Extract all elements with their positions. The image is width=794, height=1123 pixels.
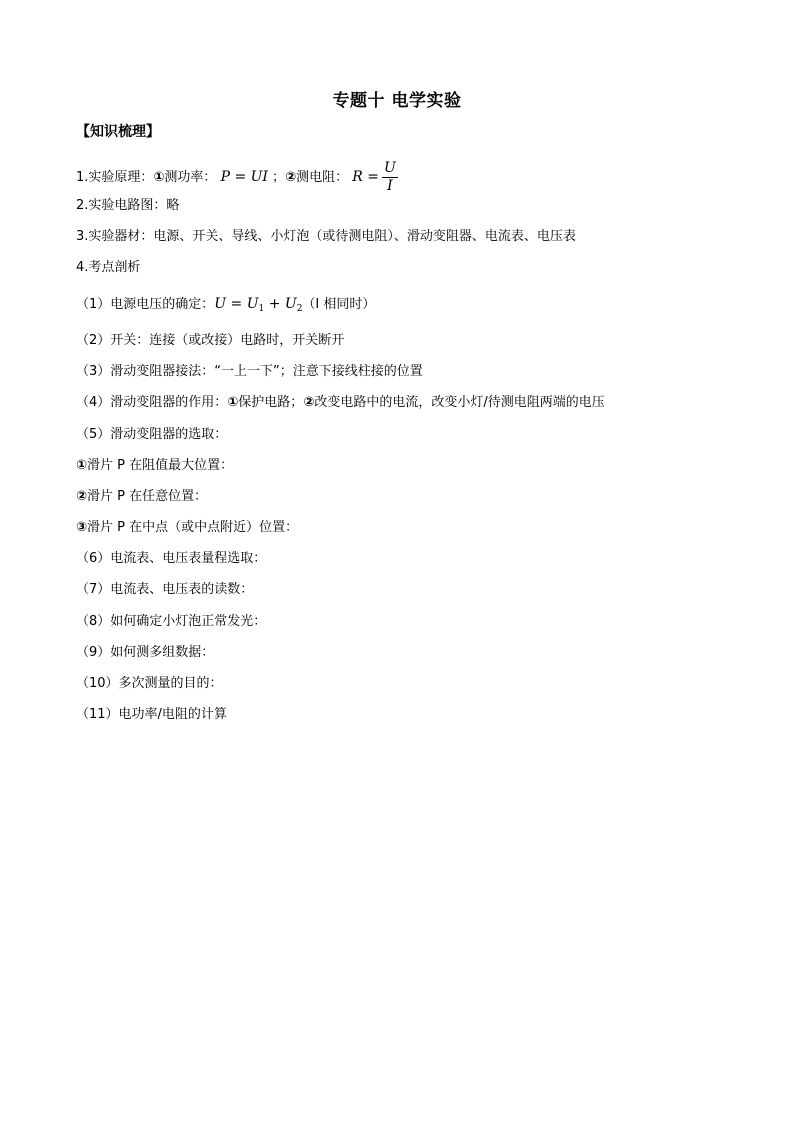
voltage-formula-plus: + U — [264, 296, 297, 312]
sub-item-meter-range: （6）电流表、电压表量程选取： — [76, 551, 267, 566]
choice-max-position — [76, 457, 233, 475]
choice-any-position — [76, 488, 207, 506]
section-heading: 【知识梳理】 — [76, 124, 160, 140]
page-title: 专题十 电学实验 — [332, 91, 462, 111]
choice-text: 滑片 P 在阻值最大位置： — [87, 458, 234, 473]
sub-item-prefix: （4）滑动变阻器的作用： — [76, 395, 228, 410]
subscript-2: 2 — [296, 304, 303, 314]
sub-item-normal-glow: （8）如何确定小灯泡正常发光： — [76, 614, 267, 629]
subscript-1: 1 — [258, 304, 265, 314]
circled-number-3: ③ — [76, 520, 88, 535]
item-experiment-principle — [76, 160, 398, 195]
choice-text: 滑片 P 在任意位置： — [87, 489, 208, 504]
item-equipment: 3.实验器材：电源、开关、导线、小灯泡（或待测电阻）、滑动变阻器、电流表、电压表 — [76, 229, 576, 244]
function-part-2: 改变电路中的电流，改变小灯/待测电阻两端的电压 — [314, 395, 605, 410]
sub-item-measurement-purpose: （10）多次测量的目的： — [76, 676, 223, 691]
power-formula: P = UI — [220, 169, 268, 185]
sub-item-supply-voltage — [76, 295, 375, 318]
circled-number-1: ① — [153, 170, 165, 185]
function-part-1: 保护电路； — [238, 395, 304, 410]
sub-item-multiple-data: （9）如何测多组数据： — [76, 645, 215, 660]
power-label: 测功率： — [164, 170, 217, 185]
circled-number-1: ① — [227, 395, 239, 410]
item-key-points: 4.考点剖析 — [76, 260, 141, 275]
sub-item-suffix: （I 相同时） — [302, 297, 376, 312]
choice-text: 滑片 P 在中点（或中点附近）位置： — [87, 520, 299, 535]
sub-item-meter-reading: （7）电流表、电压表的读数： — [76, 582, 254, 597]
sub-item-rheostat-selection: （5）滑动变阻器的选取： — [76, 427, 228, 442]
item-circuit-diagram: 2.实验电路图：略 — [76, 198, 180, 213]
fraction-denominator: I — [387, 178, 393, 194]
sub-item-calculation: （11）电功率/电阻的计算 — [76, 707, 227, 722]
voltage-formula — [214, 296, 302, 312]
sub-item-rheostat-function — [76, 394, 605, 412]
circled-number-2: ② — [285, 170, 297, 185]
circled-number-2: ② — [303, 395, 315, 410]
circled-number-1: ① — [76, 458, 88, 473]
circled-number-2: ② — [76, 489, 88, 504]
fraction-numerator: U — [384, 160, 396, 176]
resistance-label: 测电阻： — [296, 170, 349, 185]
sub-item-prefix: （1）电源电压的确定： — [76, 297, 215, 312]
resistance-formula-lhs: R = — [352, 169, 380, 185]
sub-item-switch: （2）开关：连接（或改接）电路时，开关断开 — [76, 333, 345, 348]
separator: ； — [272, 170, 286, 185]
sub-item-rheostat-wiring: （3）滑动变阻器接法：“一上一下”；注意下接线柱接的位置 — [76, 364, 423, 379]
resistance-fraction — [382, 160, 398, 195]
voltage-formula-lhs: U = U — [214, 296, 259, 312]
choice-mid-position — [76, 519, 298, 537]
item-prefix: 1.实验原理： — [76, 170, 154, 185]
